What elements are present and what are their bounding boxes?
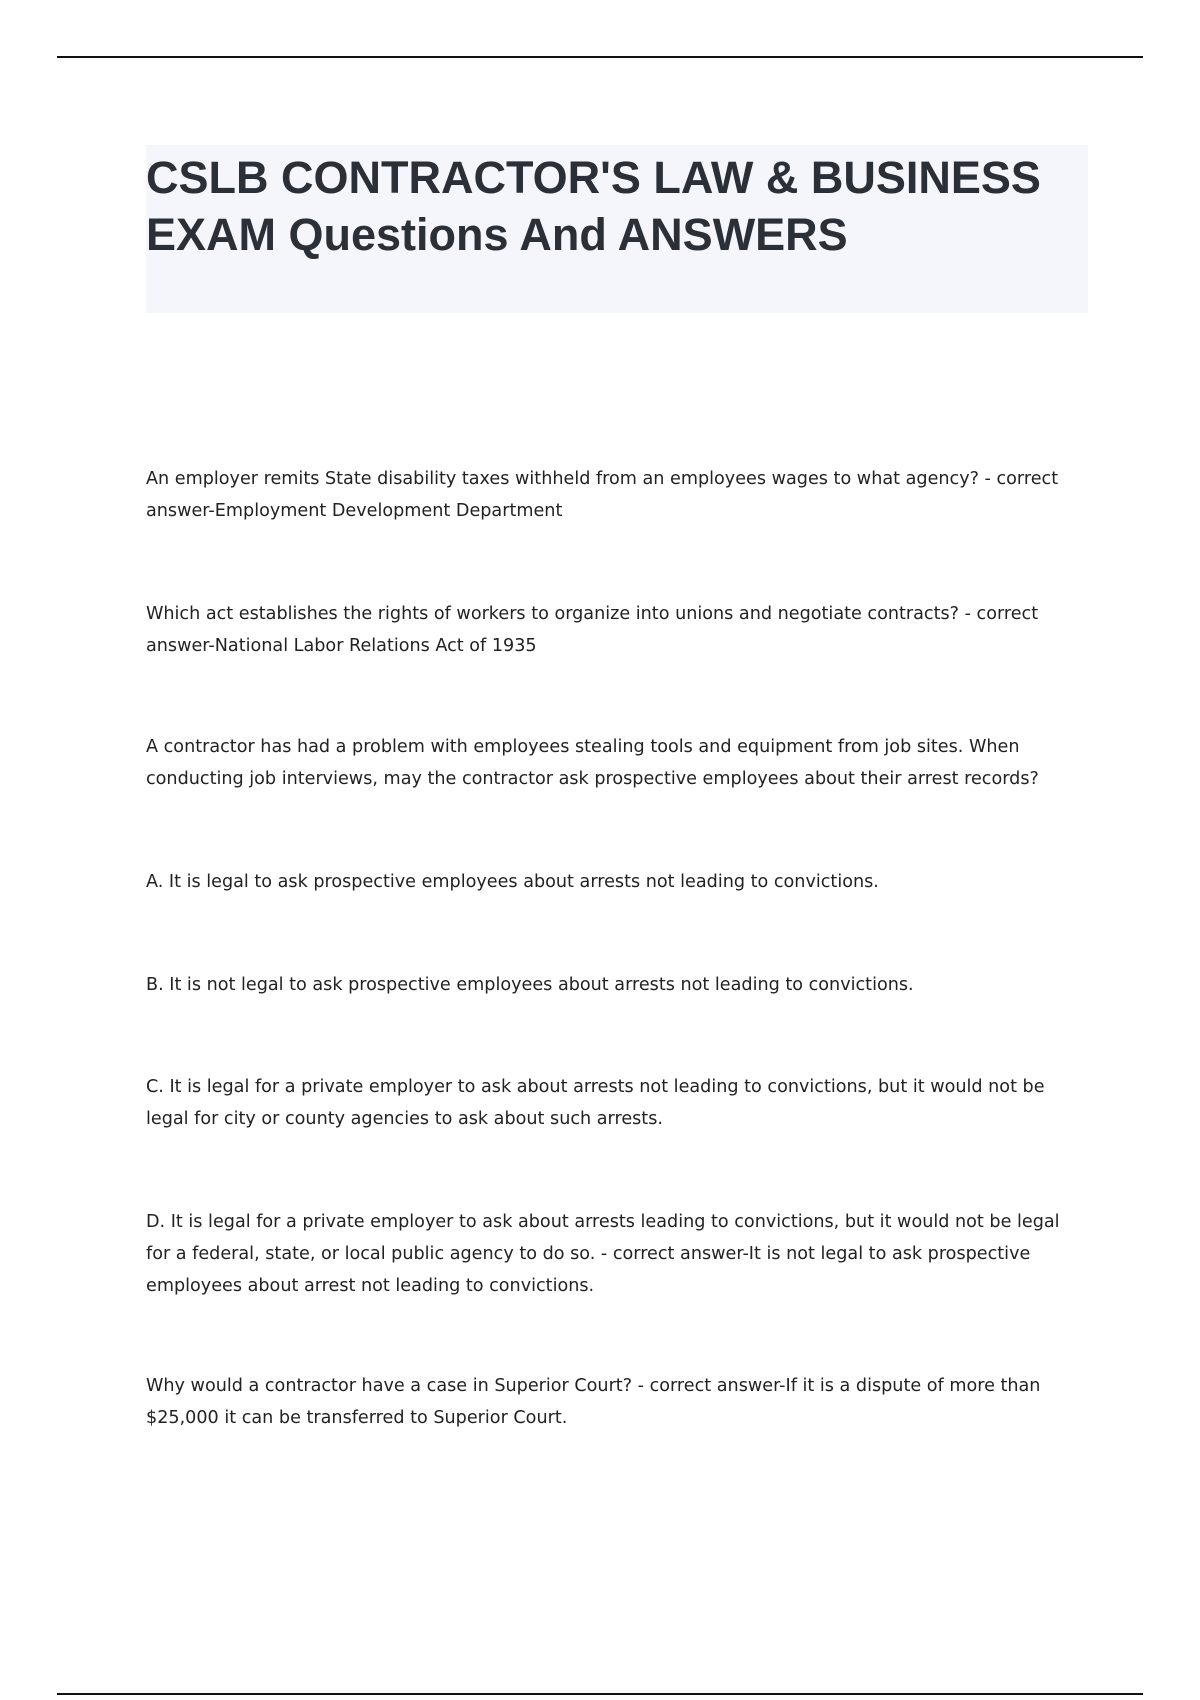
title-banner — [146, 145, 1088, 313]
document-title: CSLB CONTRACTOR'S LAW & BUSINESS EXAM Questions And ANSWERS — [146, 152, 1041, 260]
option-d-with-answer: D. It is legal for a private employer to ask about arrests leading to convictions, but it would not be legal for a federal, state, or local public agency to do so. - correct answer-It is not legal to ask prospective employees about arrest not leading to convictions. — [146, 1212, 1060, 1296]
option-a: A. It is legal to ask prospective employees about arrests not leading to convictions. — [146, 872, 879, 892]
top-divider — [57, 56, 1143, 58]
question-employer-disability-taxes: An employer remits State disability taxes withheld from an employees wages to what agency? - correct answer-Employment Development Department — [146, 469, 1059, 521]
option-c: C. It is legal for a private employer to ask about arrests not leading to convictions, but it would not be legal for city or county agencies to ask about such arrests. — [146, 1077, 1045, 1129]
option-b: B. It is not legal to ask prospective employees about arrests not leading to convictions. — [146, 975, 914, 995]
question-superior-court: Why would a contractor have a case in Superior Court? - correct answer-If it is a dispute of more than $25,000 it can be transferred to Superior Court. — [146, 1376, 1041, 1428]
bottom-divider — [57, 1693, 1143, 1695]
question-workers-unions-act: Which act establishes the rights of workers to organize into unions and negotiate contracts? - correct answer-National Labor Relations Act of 1935 — [146, 604, 1039, 656]
question-arrest-records: A contractor has had a problem with employees stealing tools and equipment from job sites. When conducting job interviews, may the contractor ask prospective employees about their arrest records? — [146, 737, 1039, 789]
